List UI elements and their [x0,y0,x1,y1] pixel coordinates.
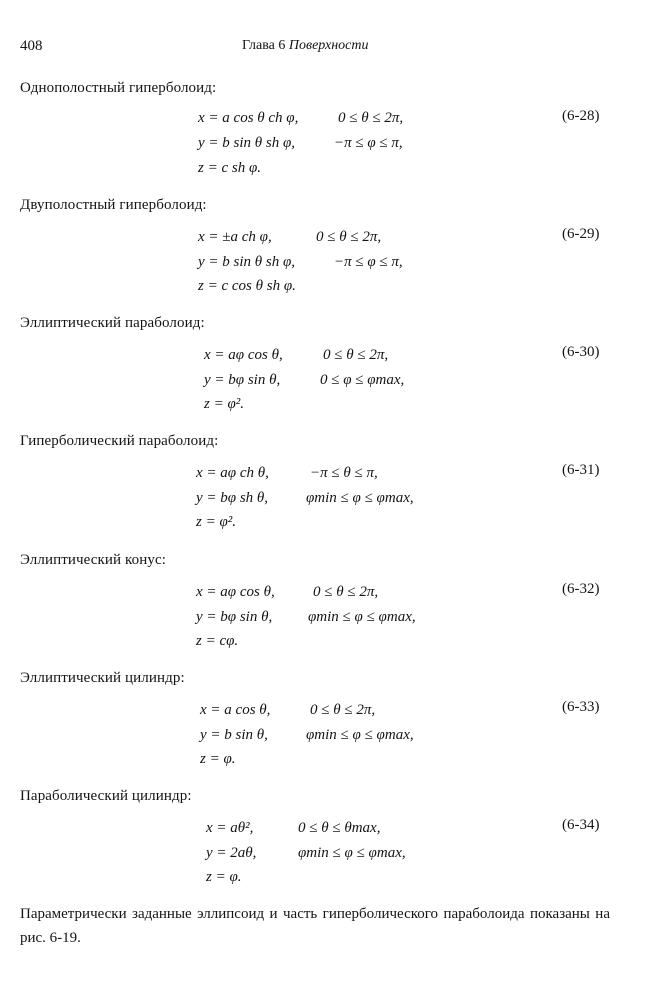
section-heading: Эллиптический цилиндр: [20,670,185,686]
equation-range: φmin ≤ φ ≤ φmax, [306,727,414,743]
equation-number: (6-33) [562,699,600,715]
equation-number: (6-30) [562,344,600,360]
equation-x: x = aφ cos θ, [204,347,283,363]
equation-y: y = 2aθ, [206,845,257,861]
equation-y: y = b sin θ sh φ, [198,254,296,270]
page-header [0,38,666,58]
equation-x: x = aθ², [206,820,254,836]
equation-range: 0 ≤ φ ≤ φmax, [320,372,405,388]
equation-x: x = a cos θ, [200,702,271,718]
equation-x: x = aφ cos θ, [196,584,275,600]
equation-y: y = b sin θ sh φ, [198,135,296,151]
equation-range: 0 ≤ θ ≤ 2π, [310,702,376,718]
equation-z: z = φ. [206,869,242,885]
running-head [242,38,369,54]
section-heading: Эллиптический параболоид: [20,315,205,331]
equation-range: −π ≤ φ ≤ π, [334,254,403,270]
equation-range: 0 ≤ θ ≤ θmax, [298,820,381,836]
equation-range: 0 ≤ θ ≤ 2π, [338,110,404,126]
equation-number: (6-29) [562,226,600,242]
equation-range: 0 ≤ θ ≤ 2π, [313,584,379,600]
equation-number: (6-28) [562,108,600,124]
chapter-label: Глава 6 [242,38,286,53]
equation-range: −π ≤ φ ≤ π, [334,135,403,151]
equation-z: z = φ. [200,751,236,767]
section-heading: Эллиптический конус: [20,552,167,568]
section-heading: Двуполостный гиперболоид: [20,197,207,213]
equation-range: −π ≤ θ ≤ π, [310,465,378,481]
equation-range: 0 ≤ θ ≤ 2π, [323,347,389,363]
closing-paragraph: Параметрически заданные эллипсоид и часть гиперболического параболоида показаны на рис. 6-19. [20,906,610,946]
equation-y: y = bφ sin θ, [196,609,273,625]
equation-number: (6-32) [562,581,600,597]
equation-y: y = b sin θ, [200,727,268,743]
equation-range: φmin ≤ φ ≤ φmax, [298,845,406,861]
equation-z: z = φ². [204,396,245,412]
equation-z: z = c cos θ sh φ. [198,278,296,294]
chapter-title: Поверхности [288,38,369,53]
page-number: 408 [20,38,43,54]
equation-x: x = aφ ch θ, [196,465,269,481]
equation-x: x = a cos θ ch φ, [198,110,299,126]
equation-range: 0 ≤ θ ≤ 2π, [316,229,382,245]
section-heading: Гиперболический параболоид: [20,433,219,449]
equation-number: (6-31) [562,462,600,478]
equation-range: φmin ≤ φ ≤ φmax, [308,609,416,625]
equation-x: x = ±a ch φ, [198,229,272,245]
section-heading: Однополостный гиперболоид: [20,80,217,96]
equation-y: y = bφ sh θ, [196,490,269,506]
section-heading: Параболический цилиндр: [20,788,192,804]
equation-z: z = cφ. [196,633,239,649]
equation-number: (6-34) [562,817,600,833]
equation-z: z = c sh φ. [198,160,262,176]
equation-y: y = bφ sin θ, [204,372,281,388]
equation-range: φmin ≤ φ ≤ φmax, [306,490,414,506]
equation-z: z = φ². [196,514,237,530]
